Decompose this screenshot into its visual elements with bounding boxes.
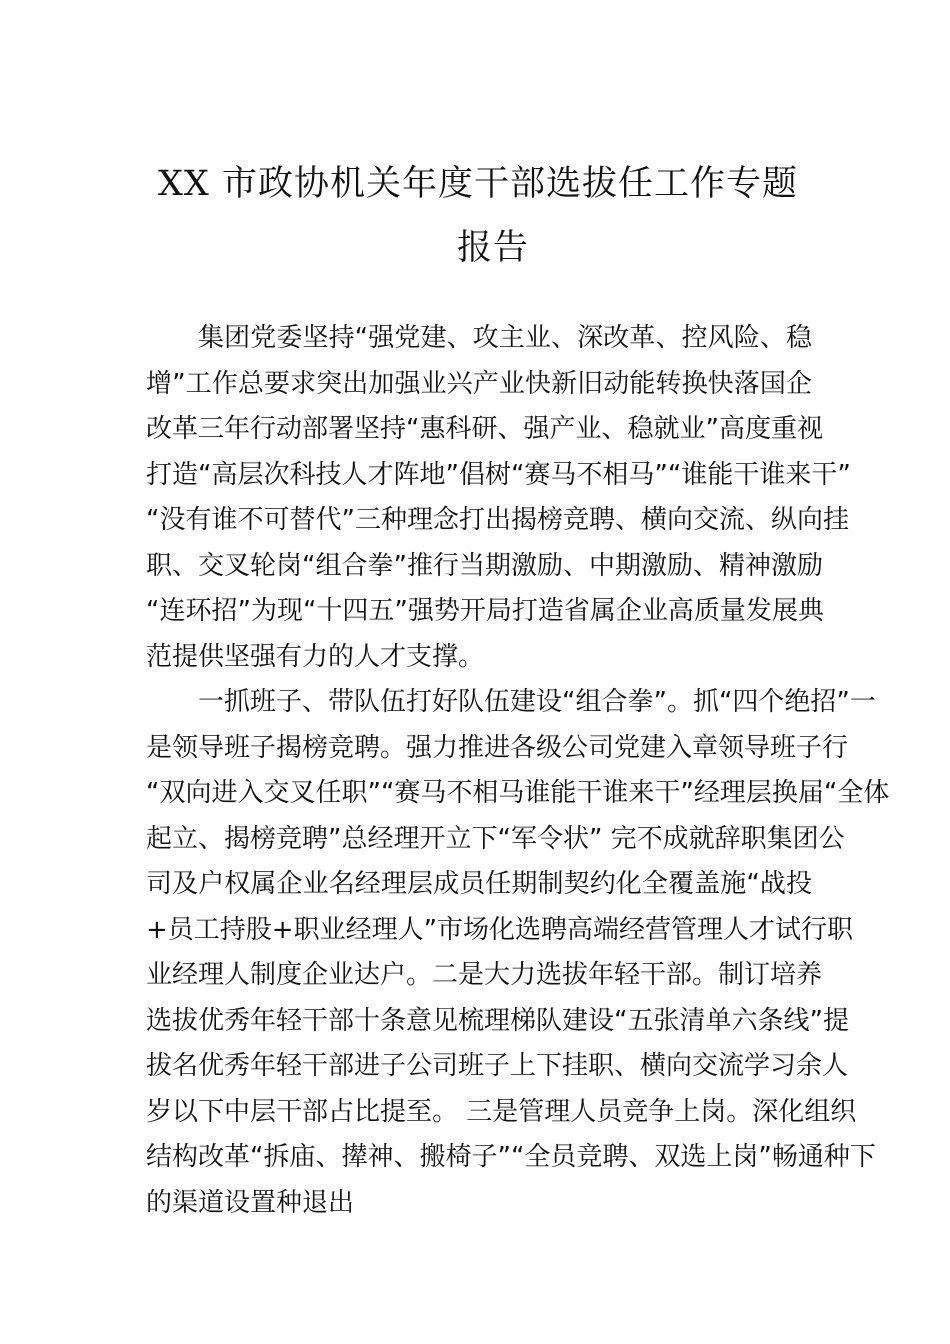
paragraph-line: +员工持股+职业经理人”市场化选聘高端经营管理人才试行职 xyxy=(146,914,854,945)
paragraph-line: 选拔优秀年轻干部十条意见梳理梯队建设“五张清单六条线”提 xyxy=(146,1005,849,1036)
paragraph-line: 一抓班子、带队伍打好队伍建设“组合拳”。抓“四个绝招”一 xyxy=(198,687,876,717)
paragraph-line: “没有谁不可替代”三种理念打出揭榜竞聘、横向交流、纵向挂 xyxy=(146,505,849,535)
document-title-line-1: XX 市政协机关年度干部选拔任工作专题 xyxy=(158,164,798,204)
paragraph-1 xyxy=(146,316,851,680)
paragraph-line: “连环招”为现“十四五”强势开局打造省属企业高质量发展典 xyxy=(146,596,824,626)
document-body xyxy=(146,316,890,1226)
paragraph-line: 范提供坚强有力的人才支撑。 xyxy=(146,641,485,672)
paragraph-line: “双向进入交叉任职”“赛马不相马谁能干谁来干”经理层换届“全体 xyxy=(146,778,890,808)
paragraph-line: 司及户权属企业名经理层成员任期制契约化全覆盖施“战投 xyxy=(146,869,812,899)
document-title-line-2: 报告 xyxy=(456,228,529,268)
paragraph-line: 是领导班子揭榜竞聘。强力推进各级公司党建入章领导班子行 xyxy=(146,732,849,763)
paragraph-2 xyxy=(146,680,890,1226)
paragraph-line: 起立、揭榜竞聘”总经理开立下“军令状” 完不成就辞职集团公 xyxy=(146,823,845,854)
paragraph-line: 改革三年行动部署坚持“惠科研、强产业、稳就业”高度重视 xyxy=(146,414,823,444)
paragraph-line: 职、交叉轮岗“组合拳”推行当期激励、中期激励、精神激励 xyxy=(146,550,823,581)
paragraph-line: 集团党委坚持“强党建、攻主业、深改革、控风险、稳 xyxy=(198,323,812,353)
paragraph-line: 打造“高层次科技人才阵地”倡树“赛马不相马”“谁能干谁来干” xyxy=(146,459,851,490)
paragraph-line: 岁以下中层干部占比提至。 三是管理人员竞争上岗。深化组织 xyxy=(146,1096,857,1127)
paragraph-line: 的渠道设置种退出 xyxy=(146,1187,355,1218)
paragraph-line: 结构改革“拆庙、撵神、搬椅子”“全员竞聘、双选上岗”畅通种下 xyxy=(146,1142,876,1172)
paragraph-line: 增”工作总要求突出加强业兴产业快新旧动能转换快落国企 xyxy=(146,368,812,399)
paragraph-line: 业经理人制度企业达户。二是大力选拔年轻干部。制订培养 xyxy=(146,960,823,990)
paragraph-line: 拔名优秀年轻干部进子公司班子上下挂职、横向交流学习余人 xyxy=(146,1051,849,1081)
